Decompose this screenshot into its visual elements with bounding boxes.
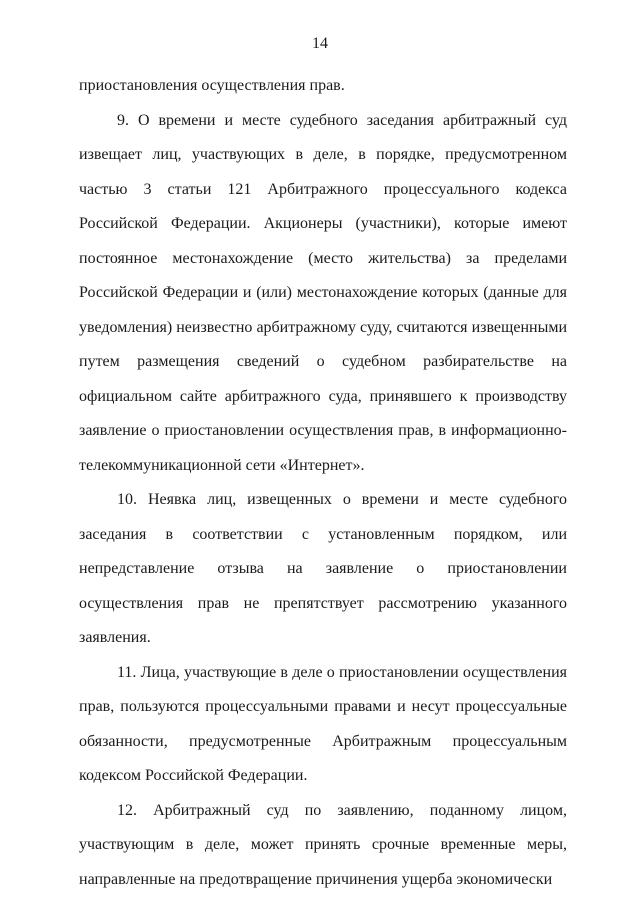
paragraph-item-12: 12. Арбитражный суд по заявлению, поданному лицом, участвующим в деле, может принять срочные временные меры, направленные на предотвращение причинения ущерба экономически	[79, 801, 567, 888]
paragraph-continuation: приостановления осуществления прав.	[79, 77, 345, 94]
paragraph-item-10: 10. Неявка лиц, извещенных о времени и месте судебного заседания в соответствии с установленным порядком, или непредставление отзыва на заявление о приостановлении осуществления прав не препятствует рассмотрению указанного заявления.	[79, 491, 567, 646]
document-body	[79, 69, 567, 897]
page-number: 14	[312, 35, 328, 52]
paragraph-item-11: 11. Лица, участвующие в деле о приостановлении осуществления прав, пользуются процессуальными правами и несут процессуальные обязанности, предусмотренные Арбитражным процессуальным кодексом Российской Федерации.	[79, 663, 567, 784]
paragraph-item-9: 9. О времени и месте судебного заседания арбитражный суд извещает лиц, участвующих в деле, в порядке, предусмотренном частью 3 статьи 121 Арбитражного процессуального кодекса Российской Федерации. Акционеры (участники), которые имеют постоянное местонахождение (место жительства) за пределами Российской Федерации и (или) местонахождение которых (данные для уведомления) неизвестно арбитражному суду, считаются извещенными путем размещения сведений о судебном разбирательстве на официальном сайте арбитражного суда, принявшего к производству заявление о приостановлении осуществления прав, в информационно-телекоммуникационной сети «Интернет».	[79, 111, 567, 474]
